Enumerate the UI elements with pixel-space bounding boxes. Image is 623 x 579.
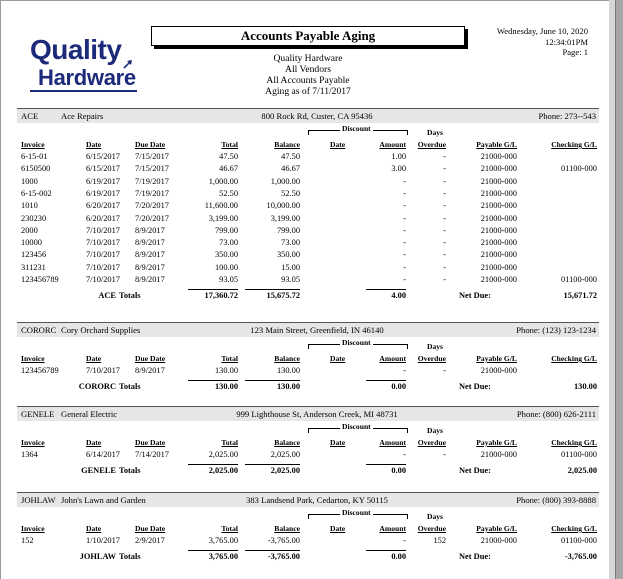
cell-days-overdue: -: [443, 201, 446, 211]
net-due-value: 130.00: [573, 382, 597, 392]
vendor-totals-code: CORORC: [78, 382, 116, 392]
cell-date: 7/10/2017: [86, 262, 120, 272]
logo-line-1: Quality: [30, 34, 122, 65]
cell-due-date: 7/15/2017: [135, 152, 169, 161]
cell-due-date: 8/9/2017: [135, 238, 165, 248]
cell-discount-amount: -: [403, 250, 406, 260]
cell-total: 100.00: [214, 262, 238, 272]
cell-payable-gl: 21000-000: [480, 250, 517, 260]
cell-payable-gl: 21000-000: [480, 176, 517, 186]
discount-label: Discount: [342, 422, 371, 431]
cell-discount-amount: -: [403, 225, 406, 235]
vendor-code: ACE: [21, 111, 39, 121]
cell-total: 47.50: [219, 152, 238, 161]
vendor-header-cororc: [17, 322, 599, 337]
cell-date: 6/19/2017: [86, 176, 120, 186]
totals-label: Totals: [119, 552, 141, 562]
cell-balance: -3,765.00: [267, 536, 300, 545]
report-company: Quality Hardware: [273, 53, 343, 64]
cell-balance: 46.67: [281, 164, 300, 174]
totals-label: Totals: [119, 382, 141, 392]
cell-balance: 3,199.00: [270, 213, 300, 223]
cell-days-overdue: 152: [433, 536, 446, 545]
cell-balance: 10,000.00: [266, 201, 300, 211]
cell-invoice: 123456: [21, 250, 47, 260]
vendor-totals-code: ACE: [98, 291, 116, 301]
vendor-totals-code: GENELE: [81, 466, 116, 476]
cell-payable-gl: 21000-000: [480, 262, 517, 272]
column-header-discount-amount: Amount: [379, 524, 406, 533]
cell-days-overdue: -: [443, 176, 446, 186]
cell-days-overdue: -: [443, 262, 446, 272]
cell-due-date: 7/20/2017: [135, 201, 169, 211]
cell-total: 93.05: [219, 275, 238, 284]
vendor-total: 3,765.00: [208, 552, 238, 562]
cell-date: 6/14/2017: [86, 450, 120, 459]
days-label: Days: [426, 426, 444, 435]
cell-date: 7/10/2017: [86, 250, 120, 260]
column-header-date: Date: [86, 438, 102, 447]
total-rule: [188, 289, 238, 290]
column-header-payable-gl: Payable G/L: [476, 354, 517, 363]
balance-rule: [245, 550, 300, 551]
vendor-discount-total: 0.00: [391, 382, 406, 392]
cell-due-date: 7/19/2017: [135, 176, 169, 186]
column-header-discount-date: Date: [330, 524, 346, 533]
cell-discount-amount: 1.00: [391, 152, 406, 161]
cell-payable-gl: 21000-000: [480, 213, 517, 223]
cell-invoice: 6-15-002: [21, 188, 52, 198]
column-header-total: Total: [221, 524, 238, 533]
column-header-days-overdue: Overdue: [417, 354, 446, 363]
cell-date: 6/20/2017: [86, 201, 120, 211]
vendor-header-johlaw: [17, 492, 599, 507]
vendor-total: 2,025.00: [208, 466, 238, 476]
vendor-address: 999 Lighthouse St, Anderson Creek, MI 48731: [236, 409, 398, 419]
cell-checking-gl: 01100-000: [561, 164, 597, 174]
cell-due-date: 7/14/2017: [135, 450, 169, 459]
cell-date: 7/10/2017: [86, 366, 120, 375]
vendor-discount-total: 0.00: [391, 466, 406, 476]
cell-invoice: 6150500: [21, 164, 51, 174]
cell-date: 6/20/2017: [86, 213, 120, 223]
cell-checking-gl: 01100-000: [561, 536, 597, 545]
vendor-phone: Phone: (800) 393-8888: [516, 495, 596, 505]
cell-discount-amount: -: [403, 176, 406, 186]
vendor-totals-code: JOHLAW: [79, 552, 116, 562]
vendor-total: 130.00: [214, 382, 238, 392]
total-rule: [188, 380, 238, 381]
vendor-discount-total: 4.00: [391, 291, 406, 301]
print-time: 12:34:01PM: [545, 36, 588, 47]
vendor-header-genele: [17, 406, 599, 421]
total-rule: [188, 464, 238, 465]
cell-discount-amount: -: [403, 366, 406, 375]
print-date-block: [497, 26, 588, 58]
cell-discount-amount: -: [403, 275, 406, 284]
cell-total: 799.00: [214, 225, 238, 235]
vendor-address: 383 Landsend Park, Cedarton, KY 50115: [246, 495, 388, 505]
column-header-due-date: Due Date: [135, 438, 166, 447]
net-due-label: Net Due:: [459, 466, 491, 476]
column-header-payable-gl: Payable G/L: [476, 438, 517, 447]
column-header-discount-date: Date: [330, 140, 346, 149]
cell-days-overdue: -: [443, 366, 446, 375]
cell-due-date: 7/19/2017: [135, 188, 169, 198]
cell-payable-gl: 21000-000: [480, 366, 517, 375]
cell-balance: 2,025.00: [270, 450, 300, 459]
cell-total: 1,000.00: [208, 176, 238, 186]
cell-days-overdue: -: [443, 188, 446, 198]
cell-balance: 93.05: [281, 275, 300, 284]
cell-discount-amount: -: [403, 213, 406, 223]
cell-balance: 130.00: [276, 366, 300, 375]
vendor-code: GENELE: [21, 409, 55, 419]
report-vendors: All Vendors: [285, 64, 331, 75]
column-header-days-overdue: Overdue: [417, 524, 446, 533]
column-header-total: Total: [221, 140, 238, 149]
balance-rule: [245, 380, 300, 381]
cell-total: 130.00: [214, 366, 238, 375]
totals-label: Totals: [119, 291, 141, 301]
print-date: Wednesday, June 10, 2020: [496, 26, 588, 36]
column-header-balance: Balance: [274, 354, 300, 363]
cell-invoice: 152: [21, 536, 34, 545]
net-due-label: Net Due:: [459, 291, 491, 301]
column-header-checking-gl: Checking G/L: [551, 438, 597, 447]
cell-payable-gl: 21000-000: [480, 201, 517, 211]
cell-days-overdue: -: [443, 164, 446, 174]
column-header-invoice: Invoice: [21, 524, 45, 533]
cell-days-overdue: -: [443, 450, 446, 459]
vendor-total: 17,360.72: [204, 291, 238, 301]
cell-invoice: 230230: [21, 213, 47, 223]
logo-line-2: Hardware: [38, 65, 136, 90]
cell-total: 11,600.00: [204, 201, 238, 211]
cell-date: 1/10/2017: [86, 536, 120, 545]
balance-rule: [245, 464, 300, 465]
cell-date: 7/10/2017: [86, 275, 120, 284]
column-header-invoice: Invoice: [21, 354, 45, 363]
column-header-discount-amount: Amount: [379, 354, 406, 363]
cell-due-date: 7/20/2017: [135, 213, 169, 223]
cell-total: 2,025.00: [208, 450, 238, 459]
amount-rule: [366, 464, 406, 465]
vendor-balance: 130.00: [276, 382, 300, 392]
cell-balance: 15.00: [281, 262, 300, 272]
totals-label: Totals: [119, 466, 141, 476]
column-header-checking-gl: Checking G/L: [551, 524, 597, 533]
cell-invoice: 123456789: [21, 275, 59, 284]
report-aging-date: Aging as of 7/11/2017: [265, 86, 351, 97]
cell-due-date: 8/9/2017: [135, 250, 165, 260]
vendor-name: General Electric: [61, 409, 118, 419]
column-header-due-date: Due Date: [135, 524, 166, 533]
cell-due-date: 8/9/2017: [135, 275, 165, 284]
column-header-days-overdue: Overdue: [417, 438, 446, 447]
cell-payable-gl: 21000-000: [480, 450, 517, 459]
cell-invoice: 1364: [21, 450, 38, 459]
column-header-payable-gl: Payable G/L: [476, 524, 517, 533]
column-header-discount-amount: Amount: [379, 140, 406, 149]
cell-balance: 73.00: [281, 238, 300, 248]
vendor-name: Ace Repairs: [61, 111, 104, 121]
net-due-value: -3,765.00: [564, 552, 597, 562]
vendor-balance: 15,675.72: [266, 291, 300, 301]
cell-discount-amount: -: [403, 188, 406, 198]
balance-rule: [245, 289, 300, 290]
days-label: Days: [426, 342, 444, 351]
amount-rule: [366, 550, 406, 551]
vendor-name: John's Lawn and Garden: [61, 495, 146, 505]
discount-label: Discount: [342, 338, 371, 347]
column-header-balance: Balance: [274, 438, 300, 447]
cell-discount-amount: -: [403, 238, 406, 248]
vendor-address: 123 Main Street, Greenfield, IN 46140: [250, 325, 384, 335]
vendor-balance: 2,025.00: [270, 466, 300, 476]
cell-checking-gl: 01100-000: [561, 275, 597, 284]
cell-days-overdue: -: [443, 152, 446, 161]
column-header-date: Date: [86, 140, 102, 149]
cell-date: 7/10/2017: [86, 238, 120, 248]
cell-balance: 52.50: [281, 188, 300, 198]
discount-label: Discount: [342, 124, 371, 133]
cell-invoice: 10000: [21, 238, 42, 248]
column-header-invoice: Invoice: [21, 438, 45, 447]
cell-total: 3,765.00: [208, 536, 238, 545]
cell-discount-amount: -: [403, 450, 406, 459]
logo-arrow-icon: [123, 59, 133, 69]
column-header-checking-gl: Checking G/L: [551, 140, 597, 149]
cell-days-overdue: -: [443, 225, 446, 235]
cell-days-overdue: -: [443, 250, 446, 260]
days-label: Days: [426, 512, 444, 521]
column-header-date: Date: [86, 354, 102, 363]
cell-payable-gl: 21000-000: [480, 536, 517, 545]
cell-balance: 799.00: [276, 225, 300, 235]
cell-invoice: 2000: [21, 225, 38, 235]
vendor-address: 800 Rock Rd, Custer, CA 95436: [261, 111, 373, 121]
column-header-checking-gl: Checking G/L: [551, 354, 597, 363]
column-header-invoice: Invoice: [21, 140, 45, 149]
cell-total: 52.50: [219, 188, 238, 198]
cell-payable-gl: 21000-000: [480, 238, 517, 248]
cell-date: 6/15/2017: [86, 164, 120, 174]
vendor-header-ace: [17, 108, 599, 123]
vendor-code: CORORC: [21, 325, 57, 335]
cell-balance: 350.00: [276, 250, 300, 260]
column-header-days-overdue: Overdue: [417, 140, 446, 149]
cell-total: 350.00: [214, 250, 238, 260]
column-header-balance: Balance: [274, 140, 300, 149]
cell-invoice: 1000: [21, 176, 38, 186]
cell-checking-gl: 01100-000: [561, 450, 597, 459]
vendor-name: Cory Orchard Supplies: [61, 325, 141, 335]
vendor-phone: Phone: (800) 626-2111: [516, 409, 596, 419]
net-due-label: Net Due:: [459, 382, 491, 392]
cell-discount-amount: -: [403, 536, 406, 545]
cell-date: 6/15/2017: [86, 152, 120, 161]
cell-invoice: 1010: [21, 201, 38, 211]
cell-days-overdue: -: [443, 275, 446, 284]
net-due-label: Net Due:: [459, 552, 491, 562]
cell-payable-gl: 21000-000: [480, 188, 517, 198]
column-header-discount-date: Date: [330, 354, 346, 363]
column-header-date: Date: [86, 524, 102, 533]
cell-invoice: 123456789: [21, 366, 59, 375]
cell-invoice: 6-15-01: [21, 152, 48, 161]
cell-due-date: 8/9/2017: [135, 262, 165, 272]
column-header-balance: Balance: [274, 524, 300, 533]
vendor-phone: Phone: (123) 123-1234: [516, 325, 596, 335]
logo-underline: [30, 90, 137, 92]
column-header-due-date: Due Date: [135, 354, 166, 363]
cell-balance: 47.50: [281, 152, 300, 161]
cell-discount-amount: 3.00: [391, 164, 406, 174]
cell-days-overdue: -: [443, 238, 446, 248]
cell-days-overdue: -: [443, 213, 446, 223]
column-header-due-date: Due Date: [135, 140, 166, 149]
net-due-value: 2,025.00: [567, 466, 597, 476]
amount-rule: [366, 380, 406, 381]
column-header-discount-date: Date: [330, 438, 346, 447]
column-header-discount-amount: Amount: [379, 438, 406, 447]
company-logo: [30, 34, 142, 96]
cell-payable-gl: 21000-000: [480, 152, 517, 161]
column-header-total: Total: [221, 354, 238, 363]
vendor-phone: Phone: 273--543: [538, 111, 596, 121]
cell-due-date: 2/9/2017: [135, 536, 165, 545]
cell-total: 46.67: [219, 164, 238, 174]
amount-rule: [366, 289, 406, 290]
discount-label: Discount: [342, 508, 371, 517]
cell-due-date: 8/9/2017: [135, 366, 165, 375]
page-number: Page: 1: [562, 47, 588, 57]
cell-discount-amount: -: [403, 201, 406, 211]
cell-total: 3,199.00: [208, 213, 238, 223]
vendor-code: JOHLAW: [21, 495, 56, 505]
vendor-balance: -3,765.00: [267, 552, 300, 562]
vendor-discount-total: 0.00: [391, 552, 406, 562]
report-accounts: All Accounts Payable: [266, 75, 350, 86]
viewer-edge: [615, 0, 623, 579]
total-rule: [188, 550, 238, 551]
net-due-value: 15,671.72: [563, 291, 597, 301]
cell-invoice: 311231: [21, 262, 46, 272]
days-label: Days: [426, 128, 444, 137]
cell-date: 7/10/2017: [86, 225, 120, 235]
cell-payable-gl: 21000-000: [480, 225, 517, 235]
cell-payable-gl: 21000-000: [480, 275, 517, 284]
cell-due-date: 7/15/2017: [135, 164, 169, 174]
column-header-total: Total: [221, 438, 238, 447]
cell-total: 73.00: [219, 238, 238, 248]
cell-balance: 1,000.00: [270, 176, 300, 186]
cell-due-date: 8/9/2017: [135, 225, 165, 235]
cell-discount-amount: -: [403, 262, 406, 272]
column-header-payable-gl: Payable G/L: [476, 140, 517, 149]
cell-payable-gl: 21000-000: [480, 164, 517, 174]
cell-date: 6/19/2017: [86, 188, 120, 198]
report-title: Accounts Payable Aging: [151, 26, 465, 46]
